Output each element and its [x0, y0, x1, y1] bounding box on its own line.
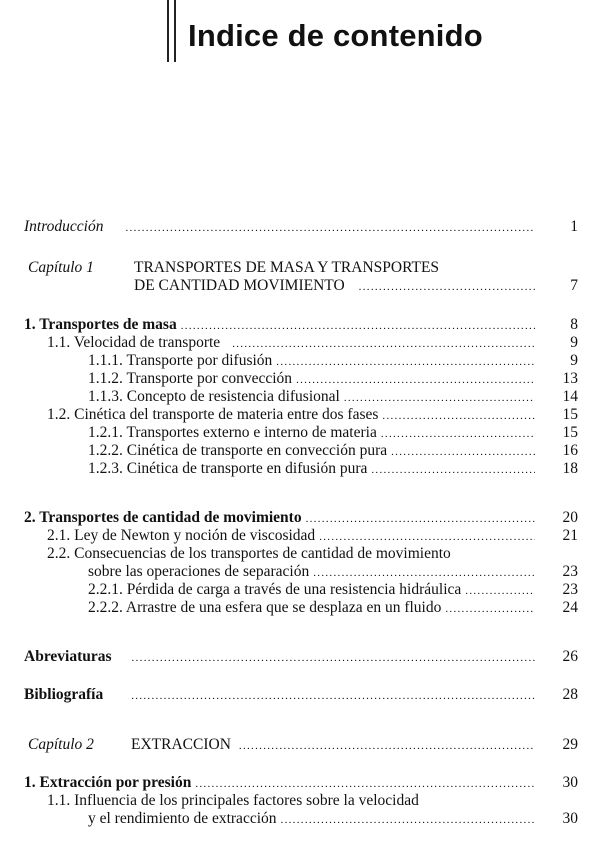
page-number: 26 [562, 648, 578, 665]
toc-entry-intro[interactable] [24, 218, 538, 236]
toc-entry-label: 2.2. Consecuencias de los transportes de cantidad de movimiento [47, 545, 451, 562]
toc-entry-label: 1.1.1. Transporte por difusión [88, 352, 273, 369]
toc-entry-label: 1. Extracción por presión [24, 774, 192, 791]
toc-entry-abreviaturas[interactable] [24, 648, 538, 666]
dot-leader [391, 443, 535, 461]
dot-leader [445, 600, 535, 618]
toc-entry-label: 1.1. Velocidad de transporte [47, 334, 221, 351]
dot-leader [306, 510, 535, 528]
toc-entry-1-1-1[interactable] [88, 352, 538, 370]
toc-entry-label: Introducción [24, 218, 104, 235]
page-number: 9 [570, 352, 578, 369]
header-rule-right [174, 0, 176, 62]
toc-entry-label: Bibliografía [24, 686, 104, 703]
dot-leader [465, 582, 535, 600]
dot-leader [319, 528, 535, 546]
page-number: 8 [570, 316, 578, 333]
toc-entry-label-line2: y el rendimiento de extracción [88, 810, 277, 827]
toc-entry-extraccion-1-1[interactable] [88, 810, 538, 828]
page-number: 29 [562, 736, 578, 753]
page-number: 28 [562, 686, 578, 703]
toc-entry-label: 1.2.1. Transportes externo e interno de materia [88, 424, 377, 441]
toc-entry-label: 1.2. Cinética del transporte de materia entre dos fases [47, 406, 379, 423]
chapter-title: EXTRACCION [131, 736, 231, 753]
toc-entry-2[interactable] [24, 509, 538, 527]
dot-leader [276, 353, 535, 371]
dot-leader [195, 775, 535, 793]
toc-entry-1-2[interactable] [47, 406, 538, 424]
dot-leader [131, 687, 535, 705]
toc-entry-label: 1.2.3. Cinética de transporte en difusión pura [88, 460, 368, 477]
page-title: Indice de contenido [188, 18, 483, 53]
toc-entry-label-line2: sobre las operaciones de separación [88, 563, 310, 580]
dot-leader [381, 425, 535, 443]
page-number: 30 [562, 810, 578, 827]
page-number: 24 [562, 599, 578, 616]
toc-entry-label: 1.1.2. Transporte por convección [88, 370, 293, 387]
toc-entry-2-1[interactable] [47, 527, 538, 545]
dot-leader [382, 407, 535, 425]
toc-entry-1-2-3[interactable] [88, 460, 538, 478]
toc-entry-chapter-1[interactable] [134, 277, 538, 295]
toc-entry-label: 2.2.1. Pérdida de carga a través de una resistencia hidráulica [88, 581, 462, 598]
page-number: 14 [562, 388, 578, 405]
toc-entry-bibliografia[interactable] [24, 686, 538, 704]
toc-entry-label: Abreviaturas [24, 648, 112, 665]
dot-leader [371, 461, 535, 479]
toc-entry-1-1-2[interactable] [88, 370, 538, 388]
toc-entry-1-1[interactable] [47, 334, 538, 352]
toc-entry-1[interactable] [24, 316, 538, 334]
page-number: 23 [562, 581, 578, 598]
dot-leader [232, 335, 535, 353]
toc-entry-1-2-1[interactable] [88, 424, 538, 442]
chapter-label: Capítulo 1 [28, 259, 94, 276]
dot-leader [344, 389, 535, 407]
toc-entry-2-2-1[interactable] [88, 581, 538, 599]
header-rule-left [167, 0, 169, 62]
page-number: 18 [562, 460, 578, 477]
toc-entry-1-1-3[interactable] [88, 388, 538, 406]
page-number: 20 [562, 509, 578, 526]
page-number: 13 [562, 370, 578, 387]
toc-entry-extraccion-1[interactable] [24, 774, 538, 792]
toc-entry-label: 1.1.3. Concepto de resistencia difusional [88, 388, 340, 405]
toc-entry-2-2-2[interactable] [88, 599, 538, 617]
page-number: 1 [570, 218, 578, 235]
toc-entry-label: 1. Transportes de masa [24, 316, 177, 333]
chapter-label: Capítulo 2 [28, 736, 94, 753]
dot-leader [239, 737, 535, 755]
dot-leader [132, 649, 535, 667]
page-number: 21 [562, 527, 578, 544]
page-number: 23 [562, 563, 578, 580]
toc-entry-2-2[interactable] [88, 563, 538, 581]
dot-leader [313, 564, 535, 582]
page-number: 30 [562, 774, 578, 791]
dot-leader [126, 219, 536, 237]
dot-leader [296, 371, 535, 389]
dot-leader [359, 278, 535, 296]
dot-leader [181, 317, 535, 335]
toc-entry-1-2-2[interactable] [88, 442, 538, 460]
chapter-title-line2: DE CANTIDAD MOVIMIENTO [134, 277, 345, 294]
page-number: 15 [562, 406, 578, 423]
toc-entry-label: 2.2.2. Arrastre de una esfera que se desplaza en un fluido [88, 599, 442, 616]
toc-entry-label: 1.1. Influencia de los principales factores sobre la velocidad [47, 792, 419, 809]
toc-entry-label: 1.2.2. Cinética de transporte en convección pura [88, 442, 388, 459]
toc-entry-label: 2.1. Ley de Newton y noción de viscosidad [47, 527, 316, 544]
dot-leader [281, 811, 535, 829]
toc-entry-chapter-2[interactable] [131, 736, 538, 754]
page-number: 9 [570, 334, 578, 351]
page-number: 15 [562, 424, 578, 441]
page-number: 16 [562, 442, 578, 459]
page-number: 7 [570, 277, 578, 294]
chapter-title: TRANSPORTES DE MASA Y TRANSPORTES [134, 259, 440, 276]
toc-entry-label: 2. Transportes de cantidad de movimiento [24, 509, 302, 526]
